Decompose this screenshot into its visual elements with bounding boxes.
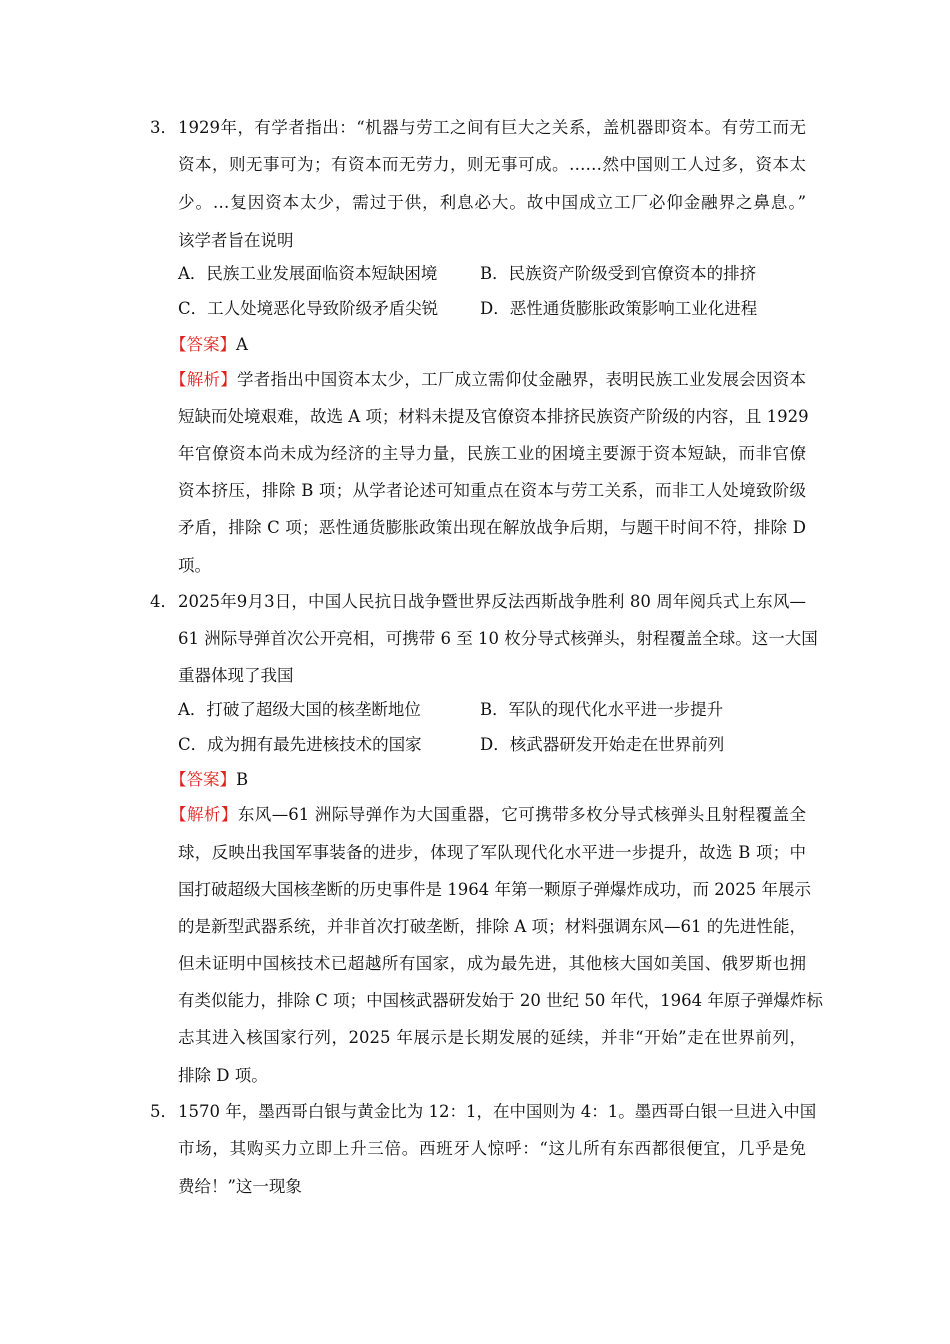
analysis-text: 学者指出中国资本太少，工厂成立需仰仗金融界，表明民族工业发展会因资本 <box>236 370 807 389</box>
question-stem-line: 重器体现了我国 <box>178 666 294 685</box>
analysis-line: 志其进入核国家行列，2025 年展示是长期发展的延续，并非“开始”走在世界前列， <box>178 1028 806 1047</box>
analysis-tag: 【解析】 <box>170 370 237 389</box>
analysis-line <box>170 369 806 391</box>
option-a: A．民族工业发展面临资本短缺困境 <box>178 264 438 283</box>
question-stem-line: 少。…复因资本太少，需过于供，利息必大。故中国成立工厂必仰金融界之鼻息。” <box>178 193 806 212</box>
question-number: 4． <box>150 592 177 611</box>
answer-value: A <box>236 335 248 354</box>
analysis-line: 排除 D 项。 <box>178 1066 268 1085</box>
analysis-text: 东风—61 洲际导弹作为大国重器，它可携带多枚分导式核弹头且射程覆盖全 <box>237 805 807 824</box>
analysis-line: 短缺而处境艰难，故选 A 项；材料未提及官僚资本排挤民族资产阶级的内容，且 1929 <box>178 407 809 426</box>
analysis-tag: 【解析】 <box>170 805 238 824</box>
analysis-line: 年官僚资本尚未成为经济的主导力量，民族工业的困境主要源于资本短缺，而非官僚 <box>178 444 806 463</box>
analysis-line: 的是新型武器系统，并非首次打破垄断，排除 A 项；材料强调东风—61 的先进性能， <box>178 917 806 936</box>
analysis-line: 国打破超级大国核垄断的历史事件是 1964 年第一颗原子弹爆炸成功，而 2025 年展示 <box>178 880 811 899</box>
analysis-line: 资本挤压，排除 B 项；从学者论述可知重点在资本与劳工关系，而非工人处境致阶级 <box>178 481 806 500</box>
question-stem-line: 该学者旨在说明 <box>178 231 294 250</box>
answer-tag: 【答案】 <box>170 335 236 354</box>
question-stem-line: 市场，其购买力立即上升三倍。西班牙人惊呼：“这儿所有东西都很便宜，几乎是免 <box>178 1139 806 1158</box>
analysis-line <box>170 804 806 826</box>
option-d: D．核武器研发开始走在世界前列 <box>480 735 725 754</box>
question-number: 3． <box>150 118 177 137</box>
analysis-line: 但未证明中国核技术已超越所有国家，成为最先进，其他核大国如美国、俄罗斯也拥 <box>178 954 806 973</box>
answer-tag: 【答案】 <box>170 770 236 789</box>
analysis-line: 项。 <box>178 556 211 575</box>
analysis-line: 有类似能力，排除 C 项；中国核武器研发始于 20 世纪 50 年代，1964 年原子弹爆炸标 <box>178 991 823 1010</box>
option-b: B．军队的现代化水平进一步提升 <box>480 700 724 719</box>
analysis-line: 矛盾，排除 C 项；恶性通货膨胀政策出现在解放战争后期，与题干时间不符，排除 D <box>178 518 806 537</box>
question-stem-line: 61 洲际导弹首次公开亮相，可携带 6 至 10 枚分导式核弹头，射程覆盖全球。这一大国 <box>178 629 818 648</box>
option-c: C．成为拥有最先进核技术的国家 <box>178 735 422 754</box>
option-c: C．工人处境恶化导致阶级矛盾尖锐 <box>178 299 439 318</box>
answer-line <box>170 334 248 356</box>
option-a: A．打破了超级大国的核垄断地位 <box>178 700 421 719</box>
analysis-line: 球，反映出我国军事装备的进步，体现了军队现代化水平进一步提升，故选 B 项；中 <box>178 843 806 862</box>
question-number: 5． <box>150 1102 177 1121</box>
answer-line <box>170 769 248 791</box>
question-stem-line: 1929年，有学者指出：“机器与劳工之间有巨大之关系，盖机器即资本。有劳工而无 <box>178 118 806 137</box>
option-b: B．民族资产阶级受到官僚资本的排挤 <box>480 264 757 283</box>
question-stem-line: 2025年9月3日，中国人民抗日战争暨世界反法西斯战争胜利 80 周年阅兵式上东风— <box>178 592 806 611</box>
question-stem-line: 费给！”这一现象 <box>178 1177 302 1196</box>
question-stem-line: 资本，则无事可为；有资本而无劳力，则无事可成。……然中国则工人过多，资本太 <box>178 155 806 174</box>
answer-value: B <box>236 770 249 789</box>
question-stem-line: 1570 年，墨西哥白银与黄金比为 12：1，在中国则为 4：1。墨西哥白银一旦进入中国 <box>178 1102 817 1121</box>
option-d: D．恶性通货膨胀政策影响工业化进程 <box>480 299 758 318</box>
